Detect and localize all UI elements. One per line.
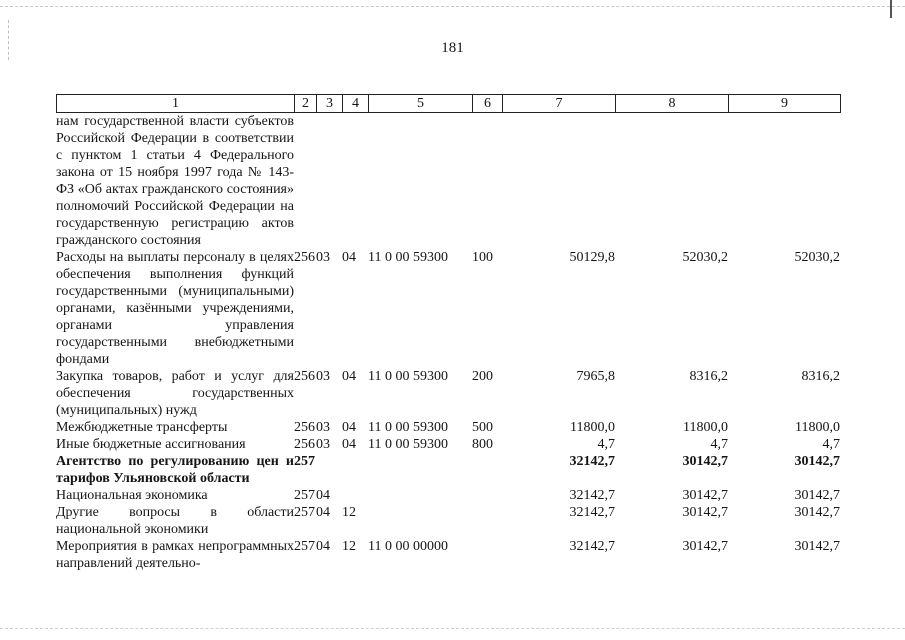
row-chapter-code: 256 [294, 250, 315, 265]
header-col-8: 8 [616, 95, 729, 113]
table-row [56, 419, 840, 436]
row-name: Другие вопросы в области национальной экономики [56, 505, 294, 537]
row-target-article [368, 504, 472, 538]
row-subsection-code: 04 [342, 369, 356, 384]
row-amount-col-7: 32142,7 [569, 488, 615, 503]
row-chapter-code: 257 [294, 488, 315, 503]
row-expense-type: 500 [472, 420, 493, 435]
row-subsection-code: 12 [342, 539, 356, 554]
row-amount-col-8: 11800,0 [683, 420, 728, 435]
row-target-article [368, 113, 472, 249]
row-target-article: 11 0 00 59300 [368, 420, 448, 435]
row-amount-col-9 [728, 113, 840, 249]
row-chapter-code: 257 [294, 505, 315, 520]
row-target-article [368, 453, 472, 487]
row-amount-col-9: 11800,0 [795, 420, 840, 435]
header-col-4: 4 [343, 95, 369, 113]
row-amount-col-9: 30142,7 [794, 454, 840, 469]
row-amount-col-8: 30142,7 [682, 454, 728, 469]
header-col-1: 1 [57, 95, 295, 113]
row-amount-col-8: 30142,7 [682, 539, 728, 554]
row-section-code: 03 [316, 250, 330, 265]
header-col-2: 2 [295, 95, 317, 113]
row-expense-type [472, 453, 502, 487]
row-subsection-code [342, 453, 368, 487]
row-section-code: 03 [316, 420, 330, 435]
row-section-code: 04 [316, 488, 330, 503]
row-name: Закупка товаров, работ и услуг для обеспечения государственных (муниципальных) нужд [56, 369, 294, 418]
row-section-code: 04 [316, 505, 330, 520]
table-row [56, 538, 840, 572]
row-name: Национальная экономика [56, 488, 208, 503]
row-subsection-code: 12 [342, 505, 356, 520]
table-row [56, 113, 840, 249]
row-expense-type [472, 504, 502, 538]
row-target-article: 11 0 00 59300 [368, 250, 448, 265]
row-section-code [316, 113, 342, 249]
scan-top-edge-marks [0, 6, 905, 11]
page-number: 181 [441, 40, 464, 56]
row-subsection-code [342, 487, 368, 504]
row-target-article [368, 487, 472, 504]
row-amount-col-9: 30142,7 [794, 539, 840, 554]
row-chapter-code: 256 [294, 437, 315, 452]
table-row [56, 453, 840, 487]
row-amount-col-9: 8316,2 [801, 369, 840, 384]
row-target-article: 11 0 00 59300 [368, 437, 448, 452]
header-col-5: 5 [369, 95, 473, 113]
row-expense-type [472, 487, 502, 504]
row-expense-type: 200 [472, 369, 493, 384]
table-row [56, 368, 840, 419]
table-row [56, 504, 840, 538]
row-amount-col-9: 4,7 [822, 437, 840, 452]
row-section-code: 03 [316, 437, 330, 452]
row-amount-col-7: 11800,0 [570, 420, 615, 435]
row-chapter-code: 256 [294, 420, 315, 435]
scan-bottom-edge-marks [0, 628, 905, 633]
row-amount-col-8: 30142,7 [682, 488, 728, 503]
row-amount-col-7: 32142,7 [569, 505, 615, 520]
row-subsection-code: 04 [342, 250, 356, 265]
table-row [56, 487, 840, 504]
row-name: Межбюджетные трансферты [56, 420, 228, 435]
budget-table [56, 113, 840, 572]
row-amount-col-8: 8316,2 [689, 369, 728, 384]
row-subsection-code [342, 113, 368, 249]
row-amount-col-7: 32142,7 [569, 539, 615, 554]
row-expense-type [472, 113, 502, 249]
row-amount-col-7: 4,7 [597, 437, 615, 452]
row-amount-col-7 [502, 113, 615, 249]
row-amount-col-8: 30142,7 [682, 505, 728, 520]
row-expense-type [472, 538, 502, 572]
row-name: Расходы на выплаты персоналу в целях обеспечения выполнения функций государственными (муниципальными) органами, казёнными учреждениями, органами управления государственными внебюджетными фондами [56, 250, 294, 367]
row-name: Агентство по регулированию цен и тарифов Ульяновской области [56, 454, 294, 486]
row-chapter-code: 257 [294, 539, 315, 554]
row-section-code: 04 [316, 539, 330, 554]
row-amount-col-9: 30142,7 [794, 505, 840, 520]
header-col-9: 9 [729, 95, 841, 113]
row-target-article: 11 0 00 00000 [368, 539, 448, 554]
table-row [56, 249, 840, 368]
row-name: Иные бюджетные ассигнования [56, 437, 246, 452]
header-col-6: 6 [473, 95, 503, 113]
column-number-header [56, 94, 841, 113]
row-target-article: 11 0 00 59300 [368, 369, 448, 384]
row-chapter-code: 257 [294, 454, 315, 469]
row-amount-col-8 [615, 113, 728, 249]
header-col-7: 7 [503, 95, 616, 113]
row-amount-col-8: 52030,2 [682, 250, 728, 265]
row-subsection-code: 04 [342, 420, 356, 435]
row-amount-col-7: 32142,7 [569, 454, 615, 469]
scan-edge-mark [890, 0, 892, 18]
row-chapter-code: 256 [294, 369, 315, 384]
row-expense-type: 800 [472, 437, 493, 452]
table-row [56, 436, 840, 453]
row-section-code: 03 [316, 369, 330, 384]
row-chapter-code [294, 113, 316, 249]
header-row [57, 95, 841, 113]
row-amount-col-8: 4,7 [710, 437, 728, 452]
row-amount-col-7: 7965,8 [576, 369, 615, 384]
row-subsection-code: 04 [342, 437, 356, 452]
row-name: Мероприятия в рамках непрограммных направлений деятельно- [56, 539, 294, 571]
header-col-3: 3 [317, 95, 343, 113]
row-amount-col-9: 30142,7 [794, 488, 840, 503]
row-expense-type: 100 [472, 250, 493, 265]
row-section-code [316, 453, 342, 487]
row-amount-col-9: 52030,2 [794, 250, 840, 265]
row-name: нам государственной власти субъектов Российской Федерации в соответствии с пунктом 1 статьи 4 Федерального закона от 15 ноября 1997 года № 143-ФЗ «Об актах гражданского состояния» полномочий Российской Федерации на государственную регистрацию актов гражданского состояния [56, 114, 294, 248]
row-amount-col-7: 50129,8 [569, 250, 615, 265]
